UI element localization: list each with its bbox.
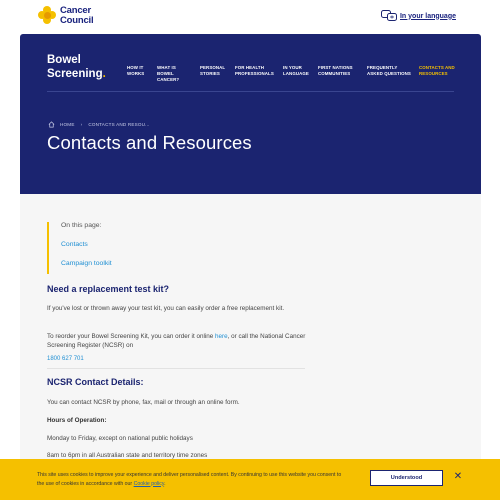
nav-how-it-works[interactable] [127,65,157,83]
home-icon[interactable] [48,121,55,128]
nav-frequently-asked-questions[interactable] [367,65,419,83]
hours-weekdays: Monday to Friday, except on national public holidays [47,435,193,442]
site-logo-line-2: Screening [47,67,103,80]
nav-label: ASKED QUESTIONS [367,71,411,76]
hours-times: 8am to 6pm in all Australian state and territory time zones [47,452,208,459]
breadcrumb-separator: › [80,122,83,127]
breadcrumb [48,121,150,128]
on-this-page-toc [47,222,157,274]
nav-personal-stories[interactable] [200,65,235,83]
cookie-message [37,471,347,488]
nav-label: FOR HEALTH [235,65,264,70]
nav-label: BOWEL [157,71,174,76]
reorder-text-after: , or call the National Cancer Screening Register (NCSR) on [47,333,306,349]
nav-label: WORKS [127,71,145,76]
cancer-council-logo[interactable] [38,6,93,25]
close-icon[interactable]: ✕ [453,471,463,482]
nav-divider [47,91,454,92]
breadcrumb-current: CONTACTS AND RESOU... [88,122,150,127]
cookie-text-before: This site uses cookies to improve your experience and deliver personalised content. By continuing to use this website you consent to the use of cookies in accordance with our [37,472,342,487]
cookie-banner [0,459,500,500]
hero-banner [20,34,481,194]
nav-label: FREQUENTLY [367,65,398,70]
nav-first-nations-communities[interactable] [318,65,367,83]
section-divider [47,368,305,369]
nav-what-is-bowel-cancer[interactable] [157,65,200,83]
cancer-council-wordmark [60,6,93,25]
main-nav [127,65,459,83]
order-online-link[interactable]: here [215,333,228,340]
brand-line-2: Council [60,14,94,26]
cookie-text-after: . [164,480,166,487]
hours-label: Hours of Operation: [47,417,107,424]
language-selector[interactable] [381,10,456,22]
paragraph-replacement-kit: If you've lost or thrown away your test kit, you can easily order a free replacement kit. [47,305,285,312]
main-content [20,194,481,500]
in-your-language-link[interactable]: In your language [399,12,456,20]
heading-ncsr-contact: NCSR Contact Details: [47,377,144,387]
nav-label: WHAT IS [157,65,176,70]
heading-replacement-kit: Need a replacement test kit? [47,284,170,294]
nav-label: LANGUAGE [283,71,309,76]
nav-contacts-and-resources[interactable] [419,65,459,83]
site-logo-line-1: Bowel [47,54,81,66]
nav-label: STORIES [200,71,220,76]
nav-label: CANCER? [157,77,180,82]
nav-label: PROFESSIONALS [235,71,274,76]
nav-label: IN YOUR [283,65,302,70]
paragraph-ncsr-contact: You can contact NCSR by phone, fax, mail or through an online form. [47,399,240,406]
page-title: Contacts and Resources [47,132,252,153]
toc-label: On this page: [61,222,102,229]
reorder-text-before: To reorder your Bowel Screening Kit, you can order it online [47,333,216,340]
nav-label: PERSONAL [200,65,226,70]
ncsr-phone-link[interactable]: 1800 627 701 [47,356,84,362]
nav-label: COMMUNITIES [318,71,351,76]
bowel-screening-logo[interactable] [47,54,106,81]
logo-dot: . [102,67,106,80]
paragraph-reorder [47,332,312,350]
understood-button[interactable]: Understood [370,470,443,486]
nav-label: RESOURCES [419,71,448,76]
nav-label: CONTACTS AND [419,65,455,70]
nav-label: FIRST NATIONS [318,65,353,70]
top-bar [0,0,500,34]
breadcrumb-home[interactable]: HOME [60,122,75,127]
daffodil-icon [38,6,57,25]
nav-for-health-professionals[interactable] [235,65,283,83]
cookie-policy-link[interactable]: Cookie policy [133,480,165,487]
language-speech-icon [381,10,397,22]
nav-label: HOW IT [127,65,144,70]
brand-line-1: Cancer [60,5,92,16]
toc-link-contacts[interactable]: Contacts [61,241,88,248]
toc-link-campaign-toolkit[interactable]: Campaign toolkit [61,260,112,267]
nav-in-your-language[interactable] [283,65,318,83]
